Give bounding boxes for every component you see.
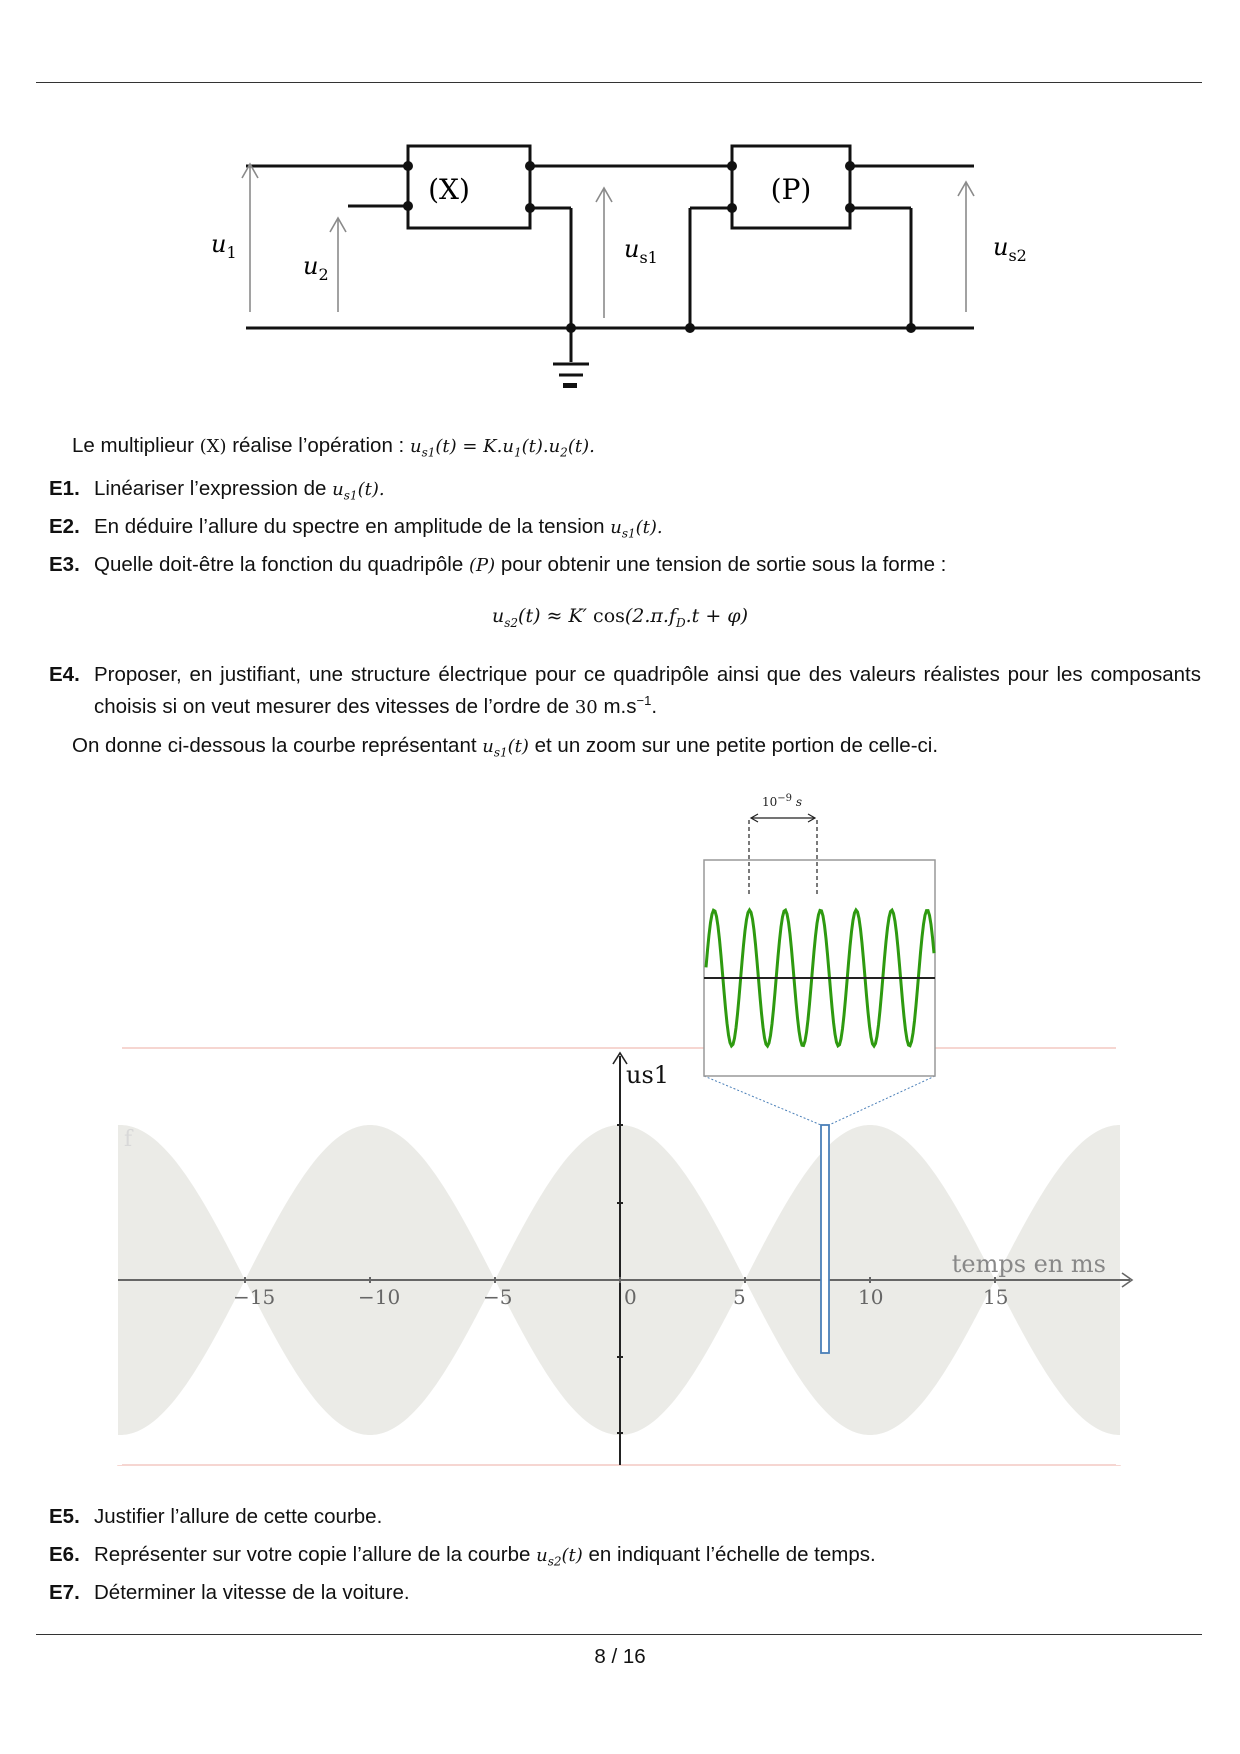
intro-line: Le multiplieur (X) réalise l’opération : $u_{s1}(t) = K.u_1(t).u_2(t)$. [72, 434, 595, 460]
us1-label: $u_{s1}$ [624, 235, 658, 267]
us1-chart [0, 780, 1240, 1470]
display-equation: $u_{s2}(t) \approx K'$ $\cos(2.\pi.f_D.t + \varphi)$ [491, 605, 749, 630]
y-axis-label: us1 [626, 1061, 670, 1089]
chart-intro: On donne ci-dessous la courbe représentant $u_{s1}(t)$ et un zoom sur une petite portion de celle-ci. [72, 734, 939, 760]
box-x-label: (X) [428, 173, 470, 206]
zoom-connector-left [704, 1076, 821, 1125]
x-tick-label: 10 [858, 1285, 884, 1309]
top-rule [36, 82, 1202, 83]
u1-label: $u_1$ [211, 230, 237, 262]
us2-label: $u_{s2}$ [993, 233, 1027, 265]
stray-label: f [124, 1127, 133, 1152]
x-tick-label: −15 [233, 1285, 276, 1309]
zoom-connector-right [829, 1076, 935, 1125]
x-axis-label: temps en ms [951, 1250, 1106, 1278]
circuit-diagram [0, 130, 1240, 410]
x-tick-label: 0 [624, 1285, 637, 1309]
intro-formula: $u_{s1}(t) = K.u_1(t).u_2(t)$. [409, 436, 595, 460]
x-tick-label: −10 [358, 1285, 401, 1309]
u2-label: $u_2$ [303, 252, 329, 284]
zoom-scale-label: $10^{-9}$ s [762, 793, 803, 809]
page-number: 8 / 16 [594, 1645, 646, 1668]
box-p-label: (P) [770, 173, 812, 206]
bottom-rule [36, 1634, 1202, 1635]
x-tick-label: 5 [733, 1285, 746, 1309]
intro-x-symbol: (X) [199, 436, 227, 457]
x-tick-label: −5 [483, 1285, 513, 1309]
x-tick-label: 15 [983, 1285, 1009, 1309]
zoom-marker [821, 1125, 829, 1353]
